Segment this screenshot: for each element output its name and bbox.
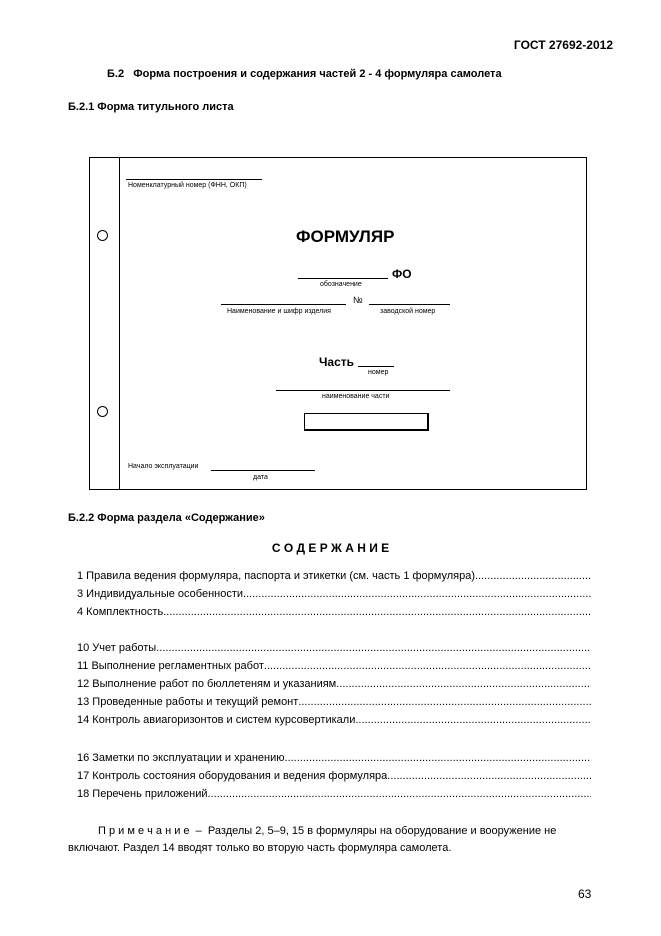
serial-number-line — [369, 304, 450, 305]
number-sign: № — [353, 295, 363, 305]
part-name-line — [276, 390, 450, 391]
section-b22-heading: Б.2.2 Форма раздела «Содержание» — [68, 512, 265, 524]
contents-item: 13 Проведенные работы и текущий ремонт ..... — [77, 695, 591, 709]
leader-dots — [208, 787, 592, 801]
operation-start-date-line — [211, 470, 315, 471]
section-b2-number: Б.2 — [107, 68, 125, 80]
leader-dots — [285, 751, 591, 765]
nomenclature-line — [126, 179, 262, 180]
leader-dots — [298, 695, 591, 709]
part-number-line — [358, 366, 394, 367]
part-name-caption: наименование части — [322, 393, 390, 400]
contents-item: 4 Комплектность ..... — [77, 605, 591, 619]
stamp-box — [304, 413, 429, 431]
contents-item: 16 Заметки по эксплуатации и хранению ..... — [77, 751, 591, 765]
note-text-1: Разделы 2, 5–9, 15 в формуляры на оборудование и вооружение не — [207, 825, 557, 837]
designation-line — [298, 278, 388, 279]
standard-number: ГОСТ 27692-2012 — [513, 38, 613, 52]
note-line-1 — [98, 825, 556, 837]
part-number-caption: номер — [368, 369, 389, 376]
section-b2-heading — [107, 68, 502, 80]
serial-number-caption: заводской номер — [380, 308, 436, 315]
contents-item: 12 Выполнение работ по бюллетеням и указаниям ..... — [77, 677, 591, 691]
note-text-2: включают. Раздел 14 вводят только во вторую часть формуляра самолета. — [68, 842, 452, 854]
contents-item: 14 Контроль авиагоризонтов и систем курсовертикали ..... — [77, 713, 591, 727]
leader-dots — [163, 605, 591, 619]
leader-dots — [156, 641, 591, 655]
contents-item: 11 Выполнение регламентных работ ..... — [77, 659, 591, 673]
nomenclature-caption: Номенклатурный номер (ФНН, ОКП) — [128, 182, 247, 189]
operation-start-label: Начало эксплуатации — [128, 463, 199, 470]
contents-item: 10 Учет работы ..... — [77, 641, 591, 655]
leader-dots — [264, 659, 591, 673]
part-label: Часть — [319, 355, 355, 369]
contents-item: 18 Перечень приложений ..... — [77, 787, 591, 801]
section-b2-title: Форма построения и содержания частей 2 - 4 формуляра самолета — [133, 68, 502, 80]
designation-caption: обозначение — [320, 281, 362, 288]
page-number: 63 — [578, 887, 592, 901]
product-name-caption: Наименование и шифр изделия — [227, 308, 331, 315]
leader-dots — [355, 713, 591, 727]
product-name-line — [221, 304, 346, 305]
contents-item: 1 Правила ведения формуляра, паспорта и этикетки (см. часть 1 формуляра) ..... — [77, 569, 591, 583]
leader-dots — [243, 587, 591, 601]
binding-margin-line — [119, 157, 120, 490]
fo-suffix: ФО — [392, 267, 412, 281]
leader-dots — [475, 569, 591, 583]
binding-hole-bottom — [97, 406, 108, 417]
note-label: П р и м е ч а н и е — [98, 825, 190, 837]
form-main-title: ФОРМУЛЯР — [296, 227, 395, 246]
section-b21-heading: Б.2.1 Форма титульного листа — [68, 101, 234, 113]
contents-item: 17 Контроль состояния оборудования и ведения формуляра ..... — [77, 769, 591, 783]
date-caption: дата — [253, 474, 268, 481]
binding-hole-top — [97, 230, 108, 241]
title-sheet-frame — [89, 157, 587, 490]
leader-dots — [387, 769, 591, 783]
contents-item: 3 Индивидуальные особенности ..... — [77, 587, 591, 601]
note-dash: – — [195, 825, 202, 837]
leader-dots — [336, 677, 591, 691]
contents-heading: С О Д Е Р Ж А Н И Е — [271, 541, 390, 555]
